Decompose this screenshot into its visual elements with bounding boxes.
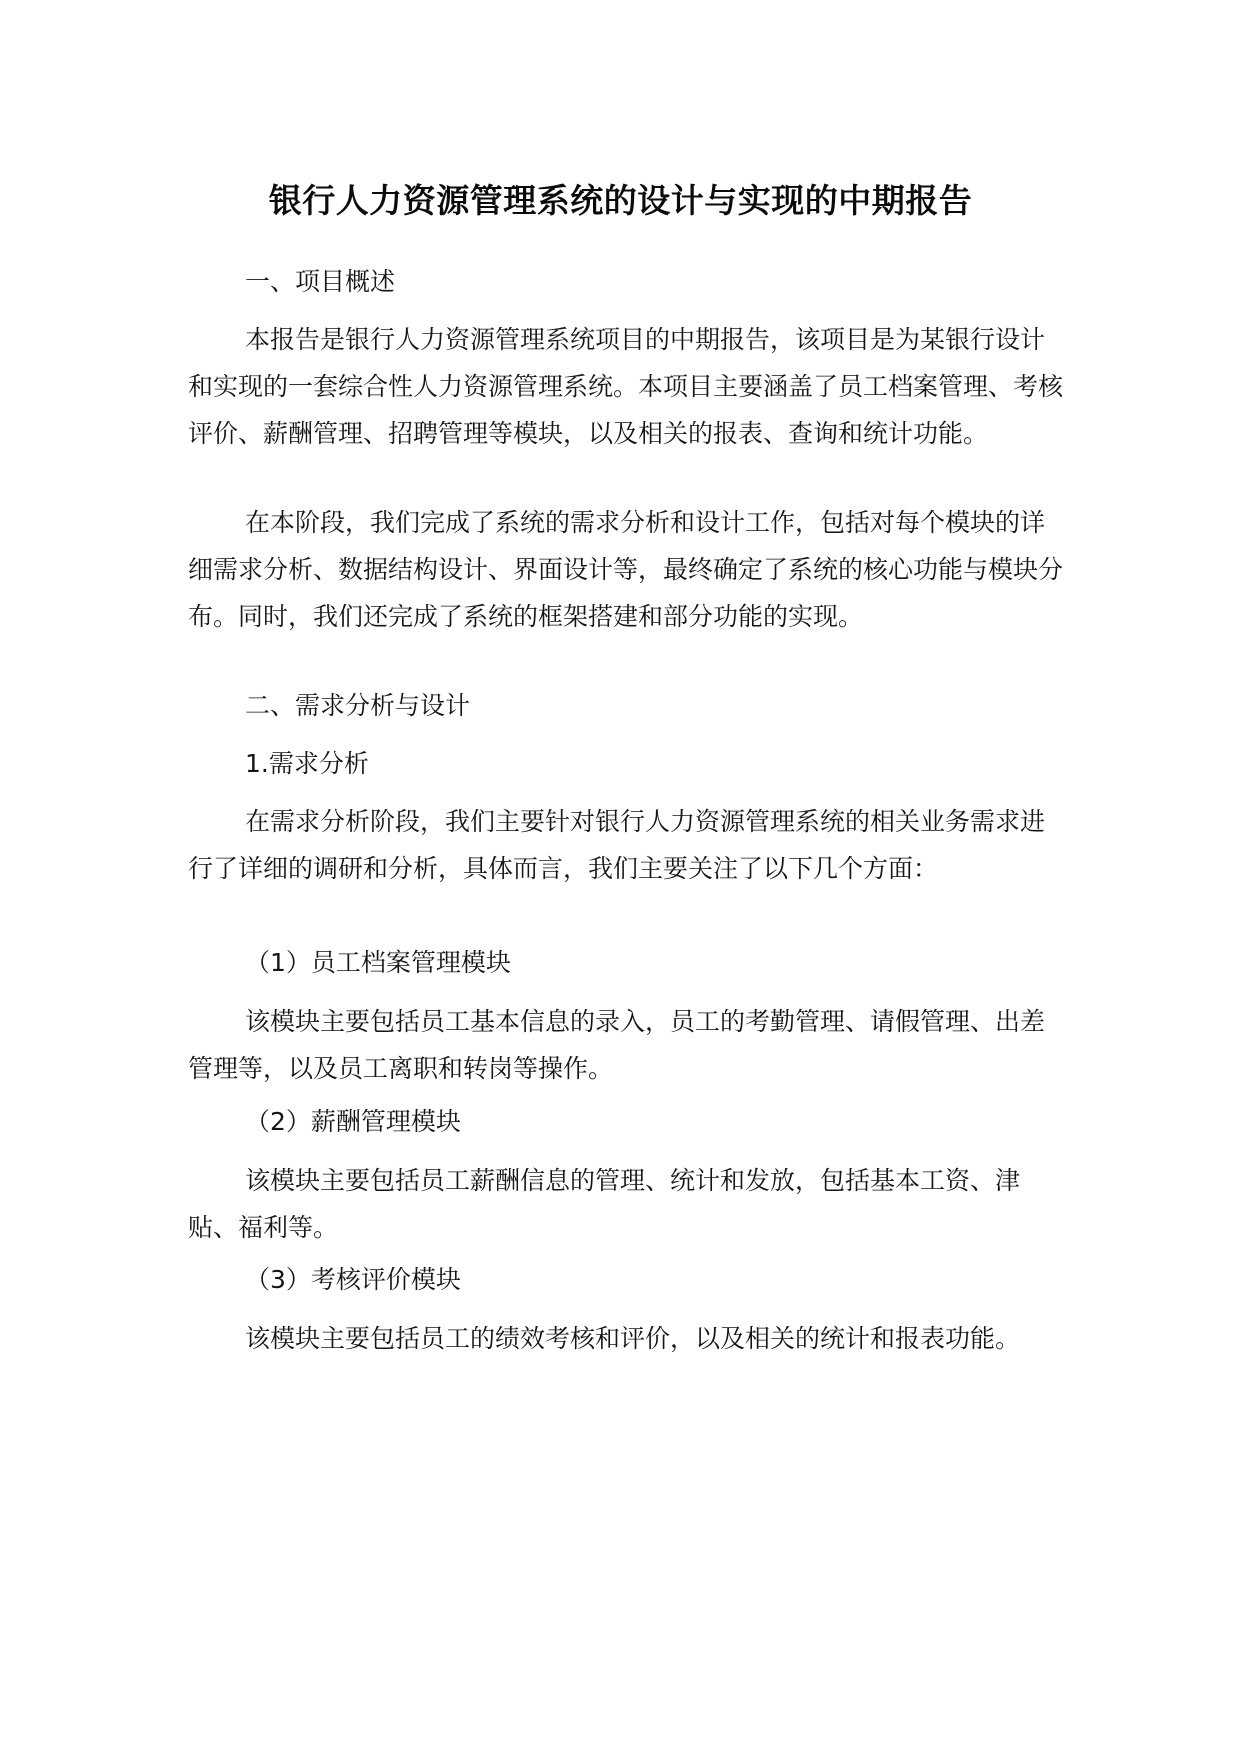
paragraph-overview-1: 本报告是银行人力资源管理系统项目的中期报告，该项目是为某银行设计和实现的一套综合性人力资源管理系统。本项目主要涵盖了员工档案管理、考核评价、薪酬管理、招聘管理等模块，以及相关的报表、查询和统计功能。 <box>188 325 1064 448</box>
item-heading-employee-records: （1）员工档案管理模块 <box>245 948 511 977</box>
paragraph-analysis: 在需求分析阶段，我们主要针对银行人力资源管理系统的相关业务需求进行了详细的调研和分析，具体而言，我们主要关注了以下几个方面： <box>188 807 1046 883</box>
item-heading-salary: （2）薪酬管理模块 <box>245 1107 461 1136</box>
paragraph-salary: 该模块主要包括员工薪酬信息的管理、统计和发放，包括基本工资、津贴、福利等。 <box>188 1166 1021 1242</box>
paragraph-evaluation: 该模块主要包括员工的绩效考核和评价，以及相关的统计和报表功能。 <box>245 1324 1021 1353</box>
document-title: 银行人力资源管理系统的设计与实现的中期报告 <box>268 181 973 220</box>
paragraph-employee-records: 该模块主要包括员工基本信息的录入，员工的考勤管理、请假管理、出差管理等，以及员工离职和转岗等操作。 <box>188 1007 1046 1083</box>
section-heading-overview: 一、项目概述 <box>245 267 396 296</box>
item-heading-evaluation: （3）考核评价模块 <box>245 1265 461 1294</box>
section-heading-requirements: 二、需求分析与设计 <box>245 691 471 720</box>
subsection-heading-analysis: 1.需求分析 <box>245 749 369 778</box>
paragraph-overview-2: 在本阶段，我们完成了系统的需求分析和设计工作，包括对每个模块的详细需求分析、数据结构设计、界面设计等，最终确定了系统的核心功能与模块分布。同时，我们还完成了系统的框架搭建和部分功能的实现。 <box>188 508 1064 631</box>
